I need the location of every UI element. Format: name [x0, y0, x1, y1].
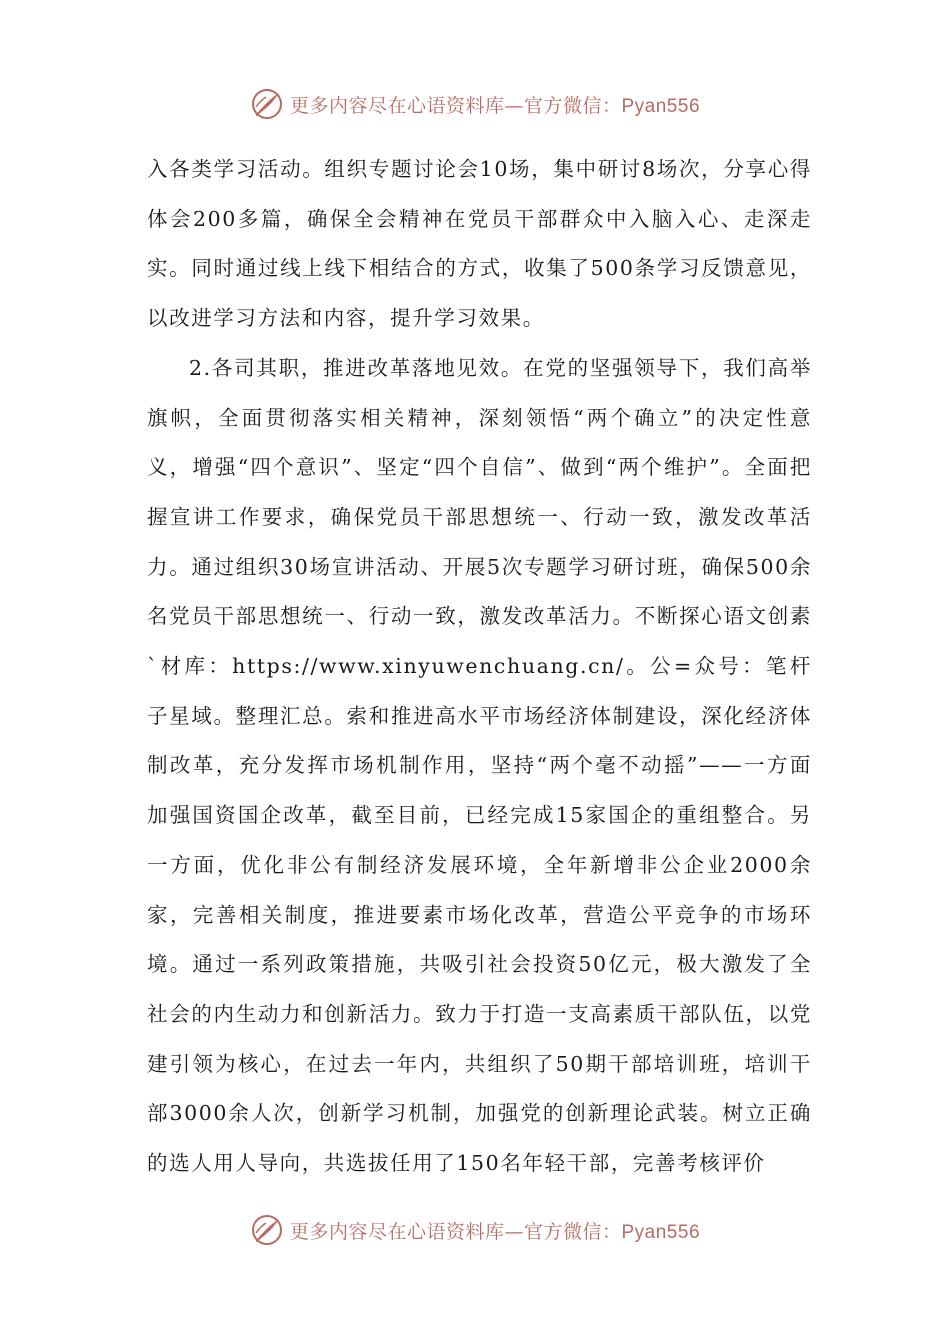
banner-text: 更多内容尽在心语资料库—官方微信：Pyan556 [289, 94, 701, 117]
paragraph-continuation: 入各类学习活动。组织专题讨论会10场，集中研讨8场次，分享心得体会200多篇，确保全会精神在党员干部群众中入脑入心、走深走实。同时通过线上线下相结合的方式，收集了500条学习反馈意见，以改进学习方法和内容，提升学习效果。 [147, 157, 812, 331]
document-body [147, 145, 812, 1189]
footer-watermark-banner [0, 1208, 950, 1252]
feather-pen-logo-icon [250, 1213, 284, 1247]
paragraph-reform-section: 2.各司其职，推进改革落地见效。在党的坚强领导下，我们高举旗帜，全面贯彻落实相关精神，深刻领悟“两个确立”的决定性意义，增强“四个意识”、坚定“四个自信”、做到“两个维护”。全面把握宣讲工作要求，确保党员干部思想统一、行动一致，激发改革活力。通过组织30场宣讲活动、开展5次专题学习研讨班，确保500余名党员干部思想统一、行动一致，激发改革活力。不断探心语文创素`材库：https://www.xinyuwenchuang.cn/。公=众号：笔杆子星域。整理汇总。索和推进高水平市场经济体制建设，深化经济体制改革，充分发挥市场机制作用，坚持“两个毫不动摇”——一方面加强国资国企改革，截至目前，已经完成15家国企的重组整合。另一方面，优化非公有制经济发展环境，全年新增非公企业2000余家，完善相关制度，推进要素市场化改革，营造公平竞争的市场环境。通过一系列政策措施，共吸引社会投资50亿元，极大激发了全社会的内生动力和创新活力。致力于打造一支高素质干部队伍，以党建引领为核心，在过去一年内，共组织了50期干部培训班，培训干部3000余人次，创新学习机制，加强党的创新理论武装。树立正确的选人用人导向，共选拔任用了150名年轻干部，完善考核评价 [147, 355, 812, 1176]
banner-text: 更多内容尽在心语资料库—官方微信：Pyan556 [289, 1220, 701, 1243]
banner-brand: Pyan556 [621, 1221, 701, 1243]
feather-pen-logo-icon [250, 87, 284, 121]
header-watermark-banner [0, 82, 950, 126]
banner-brand: Pyan556 [621, 95, 701, 117]
